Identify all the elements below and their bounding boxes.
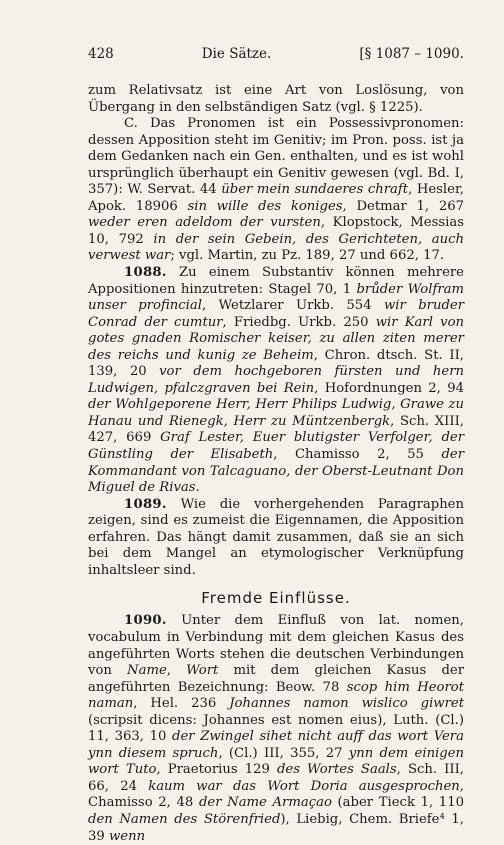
text-run: , Sch. XIII, 427, 669	[88, 413, 464, 446]
cited-example: über mein sundaeres chraft	[221, 182, 409, 198]
text-run: , Chron. dtsch. St. II, 139, 20	[88, 347, 464, 380]
text-run: , Wetzlarer Urkb. 554	[201, 298, 384, 314]
cited-example: Johannes namon wislico giwret	[229, 696, 464, 712]
cited-example: wir bruder Conrad der cumtur	[88, 298, 465, 330]
cited-example: Graf Lester, Euer blutigster Verfolger, der Günstling der Elisabeth	[88, 430, 465, 463]
paragraph-1	[88, 83, 464, 116]
cited-example: vor dem hochgeboren fürsten und hern Ludwigen, pfalczgraven bei Rein	[88, 364, 465, 396]
text-run: , Chamisso 2, 55	[273, 447, 442, 463]
cited-example: weder eren adeldom der vursten	[88, 215, 321, 231]
text-run: , Hel. 236	[133, 696, 230, 712]
section-number: 1089.	[124, 496, 167, 512]
text-run: , Friedbg. Urkb. 250	[222, 314, 376, 330]
text-run: mit dem gleichen Kasus der angeführten Bezeichnung: Beow. 78	[88, 663, 464, 695]
text-run: ), Liebig, Chem. Briefe⁴ 1, 39	[88, 811, 464, 844]
paragraph-1088	[88, 265, 464, 497]
section-heading: Fremde Einflüsse.	[201, 589, 351, 608]
cited-example: der Zwingel sihet nicht auff das wort Vera ynn diesem spruch	[88, 729, 464, 761]
text-run: Unter dem Einfluß von lat. nomen, vocabulum in Verbindung mit dem gleichen Kasus des angeführten Worts stehen die deutschen Verbindungen von	[88, 613, 464, 679]
cited-example: sin wille des koniges	[187, 198, 343, 214]
text-run: , Praetorius 129	[156, 762, 277, 778]
text-run: , Chamisso 2, 48	[88, 778, 464, 811]
section-range: [§ 1087 – 1090.	[359, 46, 464, 62]
text-run: ; vgl. Martin, zu Pz. 189, 27 und 662, 17.	[170, 248, 445, 264]
cited-example: ynn dem einigen wort Tuto	[88, 745, 465, 778]
cited-example: brůder Wolfram unser profincial	[88, 281, 464, 314]
text-run: C. Das Pronomen ist ein Possessivpronomen: dessen Apposition steht im Genitiv; im Pron. poss. ist ja dem Gedanken nach ein Gen. enthalten, und es ist wohl ursprünglich überhaupt ein Genitiv gewesen (vgl. Bd. I, 357): W. Servat. 44	[88, 116, 464, 198]
running-title: Die Sätze.	[201, 46, 272, 62]
text-run: , Hofordnungen 2, 94	[314, 380, 464, 396]
text-run: , Hesler, Apok. 18906	[88, 182, 464, 214]
paragraph-1090	[88, 613, 464, 845]
text-run: Zu einem Substantiv können mehrere Appositionen hinzutreten: Stagel 70, 1	[88, 265, 464, 297]
cited-example: kaum war das Wort Doria ausgesprochen	[148, 778, 460, 794]
running-header	[88, 46, 464, 62]
cited-example: den Namen des Störenfried	[88, 811, 281, 827]
cited-example: Wort	[186, 663, 219, 679]
text-run: (scripsit dicens: Johannes est nomen eius), Luth. (Cl.) 11, 363, 10	[88, 712, 464, 745]
cited-example: der Kommandant von Talcaguano, der Oberst-Leutnant Don Miguel de Rivas.	[88, 447, 465, 496]
text-run: , Detmar 1, 267	[342, 198, 464, 214]
cited-example: in der sein Gebein, des Gerichteten, auch verwest war	[88, 231, 464, 264]
text-run: , Klopstock, Messias 10, 792	[88, 215, 464, 247]
paragraph-1089	[88, 497, 464, 580]
section-number: 1090.	[124, 613, 167, 629]
page-number: 428	[88, 46, 114, 62]
text-run: ,	[166, 663, 187, 679]
text-run: , Sch. III, 66, 24	[88, 762, 464, 794]
text-run: zum Relativsatz ist eine Art von Loslösung, von Übergang in den selbständigen Satz (vgl. § 1225).	[88, 83, 464, 115]
text-run: , (Cl.) III, 355, 27	[218, 745, 349, 761]
cited-example: scop him Heorot naman	[88, 679, 465, 712]
cited-example: Name	[127, 663, 167, 679]
cited-example: des Wortes Saals	[276, 762, 397, 778]
text-run: Wie die vorhergehenden Paragraphen zeigen, sind es zumeist die Eigennamen, die Apposition erfahren. Das hängt damit zusammen, daß sie an sich bei dem Mangel an etymologischer Verknüpfung inhaltsleer sind.	[88, 496, 464, 578]
paragraph-c-pronomen	[88, 116, 464, 265]
text-run: (aber Tieck 1, 110	[331, 795, 464, 811]
cited-example: wenn	[108, 828, 146, 844]
cited-example: wir Karl von gotes gnaden Romischer keiser, zu allen ziten merer des reichs und kunig ze Beheim	[88, 314, 465, 363]
section-number: 1088.	[124, 265, 167, 281]
cited-example: der Wohlgeporene Herr, Herr Philips Ludwig, Grawe zu Hanau und Rienegk, Herr zu Müntzenbergk	[88, 397, 464, 429]
cited-example: der Name Armaçao	[198, 795, 332, 811]
